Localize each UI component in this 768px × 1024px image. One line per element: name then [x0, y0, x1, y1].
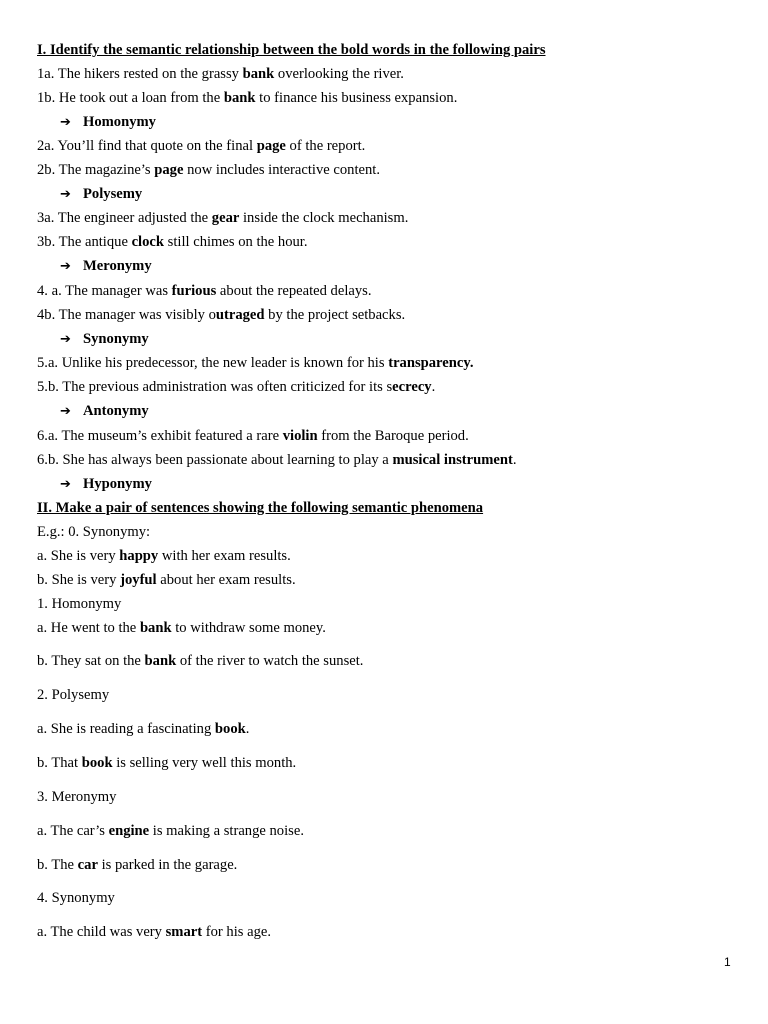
arrow-right-icon: ➔ [60, 404, 71, 419]
task-1-sentence-a: a. He went to the bank to withdraw some money. [37, 620, 326, 636]
bold-word: utraged [215, 307, 265, 323]
answer-5: ➔ Antonymy [60, 403, 149, 419]
bold-word: joyful [120, 572, 157, 588]
answer-6: ➔ Hyponymy [60, 476, 152, 492]
bold-word: engine [108, 823, 150, 839]
task-2-sentence-a: a. She is reading a fascinating book. [37, 721, 250, 737]
task-label-1: 1. Homonymy [37, 596, 122, 612]
bold-word: musical instrument [392, 452, 513, 468]
section2-heading: II. Make a pair of sentences showing the following semantic phenomena [37, 500, 484, 516]
bold-word: gear [211, 210, 240, 226]
arrow-right-icon: ➔ [60, 115, 71, 130]
bold-word: book [214, 721, 246, 737]
task-2-sentence-b: b. That book is selling very well this month. [37, 755, 297, 771]
answer-3: ➔ Meronymy [60, 258, 152, 274]
bold-word: bank [242, 66, 275, 82]
sentence-6b: 6.b. She has always been passionate about learning to play a musical instrument. [37, 452, 517, 468]
example-sentence-a: a. She is very happy with her exam results. [37, 548, 291, 564]
sentence-1a: 1a. The hikers rested on the grassy bank overlooking the river. [37, 66, 404, 82]
bold-word: bank [223, 90, 256, 106]
arrow-right-icon: ➔ [60, 259, 71, 274]
answer-4: ➔ Synonymy [60, 331, 149, 347]
bold-word: page [256, 138, 286, 154]
sentence-4a: 4. a. The manager was furious about the repeated delays. [37, 283, 372, 299]
section1-heading: I. Identify the semantic relationship between the bold words in the following pairs [37, 42, 546, 58]
sentence-2b: 2b. The magazine’s page now includes interactive content. [37, 162, 380, 178]
example-sentence-b: b. She is very joyful about her exam results. [37, 572, 296, 588]
arrow-right-icon: ➔ [60, 332, 71, 347]
example-label: E.g.: 0. Synonymy: [37, 524, 151, 540]
answer-1: ➔ Homonymy [60, 114, 156, 130]
sentence-2a: 2a. You’ll find that quote on the final page of the report. [37, 138, 366, 154]
bold-word: bank [139, 620, 172, 636]
sentence-3a: 3a. The engineer adjusted the gear inside the clock mechanism. [37, 210, 409, 226]
task-label-4: 4. Synonymy [37, 890, 115, 906]
sentence-6a: 6.a. The museum’s exhibit featured a rare violin from the Baroque period. [37, 428, 469, 444]
bold-word: book [81, 755, 113, 771]
sentence-5a: 5.a. Unlike his predecessor, the new leader is known for his transparency. [37, 355, 474, 371]
arrow-right-icon: ➔ [60, 477, 71, 492]
bold-word: ecrecy [392, 379, 432, 395]
sentence-1b: 1b. He took out a loan from the bank to finance his business expansion. [37, 90, 458, 106]
sentence-5b: 5.b. The previous administration was often criticized for its secrecy. [37, 379, 436, 395]
sentence-4b: 4b. The manager was visibly outraged by the project setbacks. [37, 307, 406, 323]
bold-word: happy [119, 548, 159, 564]
bold-word: furious [171, 283, 217, 299]
bold-word: bank [144, 653, 177, 669]
bold-word: transparency. [388, 355, 474, 371]
task-1-sentence-b: b. They sat on the bank of the river to watch the sunset. [37, 653, 364, 669]
task-3-sentence-a: a. The car’s engine is making a strange noise. [37, 823, 304, 839]
task-label-3: 3. Meronymy [37, 789, 117, 805]
bold-word: page [154, 162, 184, 178]
sentence-3b: 3b. The antique clock still chimes on the hour. [37, 234, 308, 250]
bold-word: smart [165, 924, 203, 940]
task-label-2: 2. Polysemy [37, 687, 110, 703]
bold-word: violin [282, 428, 318, 444]
arrow-right-icon: ➔ [60, 187, 71, 202]
answer-2: ➔ Polysemy [60, 186, 143, 202]
bold-word: clock [131, 234, 165, 250]
bold-word: car [77, 857, 98, 873]
task-3-sentence-b: b. The car is parked in the garage. [37, 857, 238, 873]
page-number: 1 [724, 955, 731, 969]
task-4-sentence-a: a. The child was very smart for his age. [37, 924, 271, 940]
